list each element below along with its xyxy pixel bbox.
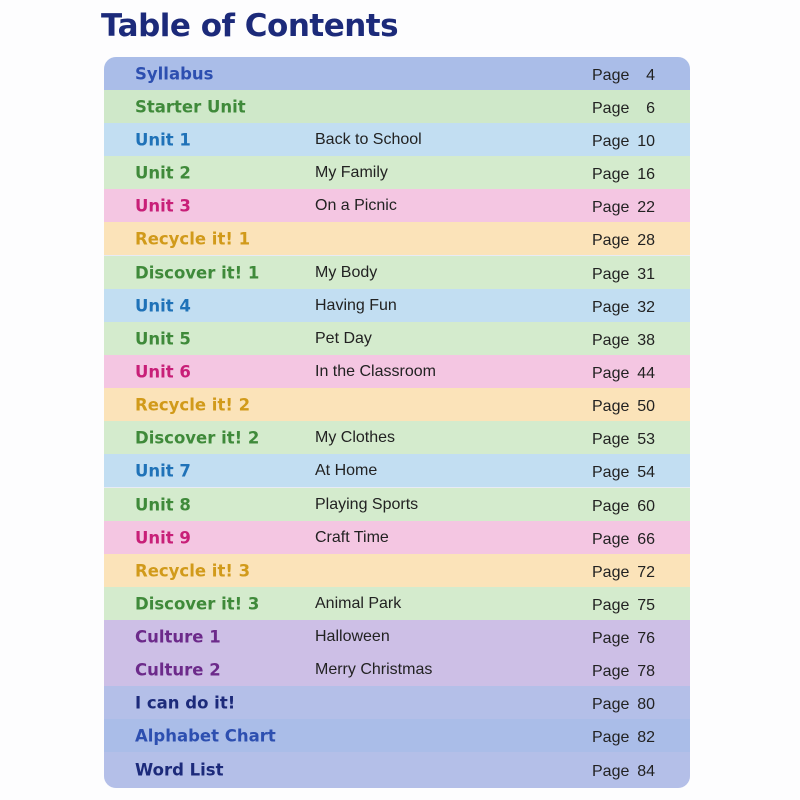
toc-row-label: Unit 7 — [135, 461, 191, 480]
toc-row-label: Discover it! 1 — [135, 263, 260, 282]
toc-row-recycle-it-2[interactable] — [104, 388, 690, 421]
toc-row-page-label: Page — [592, 99, 630, 117]
toc-row-page-label: Page — [592, 563, 630, 581]
toc-row-page-label: Page — [592, 728, 630, 746]
toc-row-page-number: 54 — [637, 463, 655, 481]
toc-row-page-number: 80 — [637, 695, 655, 713]
toc-row-label: Unit 4 — [135, 296, 191, 315]
toc-row-page-number: 31 — [637, 265, 655, 283]
toc-row-i-can-do-it[interactable] — [104, 686, 690, 719]
toc-row-unit-7[interactable] — [104, 454, 690, 487]
toc-row-unit-3[interactable] — [104, 189, 690, 222]
toc-row-topic: Craft Time — [315, 528, 389, 546]
toc-row-culture-1[interactable] — [104, 620, 690, 653]
toc-row-page-number: 66 — [637, 530, 655, 548]
toc-row-page-number: 28 — [637, 231, 655, 249]
toc-row-label: Unit 8 — [135, 495, 191, 514]
toc-row-page-number: 53 — [637, 430, 655, 448]
toc-row-unit-2[interactable] — [104, 156, 690, 189]
toc-row-page-label: Page — [592, 430, 630, 448]
toc-table — [104, 57, 690, 788]
toc-row-page-number: 10 — [637, 132, 655, 150]
toc-row-page-label: Page — [592, 265, 630, 283]
toc-row-topic: Back to School — [315, 130, 422, 148]
toc-row-unit-6[interactable] — [104, 355, 690, 388]
toc-row-page-label: Page — [592, 397, 630, 415]
toc-row-unit-9[interactable] — [104, 521, 690, 554]
toc-row-label: Starter Unit — [135, 97, 246, 116]
toc-row-page-label: Page — [592, 331, 630, 349]
toc-row-syllabus[interactable] — [104, 57, 690, 90]
toc-row-page-label: Page — [592, 198, 630, 216]
toc-row-page-number: 16 — [637, 165, 655, 183]
toc-row-page-label: Page — [592, 662, 630, 680]
toc-row-unit-5[interactable] — [104, 322, 690, 355]
toc-row-discover-it-3[interactable] — [104, 587, 690, 620]
toc-row-page-number: 76 — [637, 629, 655, 647]
toc-row-page-label: Page — [592, 463, 630, 481]
toc-row-page-number: 38 — [637, 331, 655, 349]
toc-row-page-label: Page — [592, 364, 630, 382]
toc-row-topic: Animal Park — [315, 594, 402, 612]
toc-row-starter-unit[interactable] — [104, 90, 690, 123]
toc-row-topic: My Family — [315, 163, 388, 181]
toc-row-label: Word List — [135, 760, 224, 780]
toc-row-topic: On a Picnic — [315, 196, 397, 214]
toc-row-label: Recycle it! 1 — [135, 229, 251, 248]
toc-row-word-list[interactable] — [104, 752, 690, 788]
toc-row-label: Discover it! 2 — [135, 428, 260, 447]
toc-row-topic: At Home — [315, 461, 378, 479]
toc-row-label: Unit 5 — [135, 329, 191, 348]
toc-row-topic: Merry Christmas — [315, 660, 433, 678]
toc-row-page-label: Page — [592, 132, 630, 150]
toc-row-page-label: Page — [592, 530, 630, 548]
toc-row-page-number: 84 — [637, 762, 655, 780]
toc-row-topic: My Clothes — [315, 428, 396, 446]
toc-row-page-number: 72 — [637, 563, 655, 581]
toc-row-culture-2[interactable] — [104, 653, 690, 686]
toc-row-label: Recycle it! 3 — [135, 561, 251, 580]
toc-row-recycle-it-3[interactable] — [104, 554, 690, 587]
toc-row-page-number: 82 — [637, 728, 655, 746]
toc-row-unit-4[interactable] — [104, 289, 690, 322]
toc-row-label: Unit 3 — [135, 196, 191, 215]
toc-row-page-number: 4 — [646, 66, 655, 84]
toc-row-label: I can do it! — [135, 693, 236, 712]
toc-row-discover-it-1[interactable] — [104, 256, 690, 289]
toc-row-page-number: 22 — [637, 198, 655, 216]
toc-row-page-label: Page — [592, 629, 630, 647]
toc-row-page-number: 50 — [637, 397, 655, 415]
toc-row-label: Unit 6 — [135, 362, 191, 381]
toc-row-label: Alphabet Chart — [135, 726, 276, 745]
toc-row-page-label: Page — [592, 165, 630, 183]
toc-row-page-label: Page — [592, 497, 630, 515]
toc-row-topic: Playing Sports — [315, 495, 419, 513]
toc-row-alphabet-chart[interactable] — [104, 719, 690, 752]
toc-row-label: Culture 1 — [135, 627, 221, 646]
toc-row-label: Culture 2 — [135, 660, 221, 679]
toc-row-page-label: Page — [592, 298, 630, 316]
toc-row-topic: Halloween — [315, 627, 390, 645]
toc-row-topic: In the Classroom — [315, 362, 436, 380]
toc-row-page-number: 44 — [637, 364, 655, 382]
toc-row-page-label: Page — [592, 695, 630, 713]
toc-row-topic: Pet Day — [315, 329, 372, 347]
toc-row-label: Recycle it! 2 — [135, 395, 251, 414]
toc-row-page-label: Page — [592, 762, 630, 780]
toc-row-page-number: 32 — [637, 298, 655, 316]
toc-row-discover-it-2[interactable] — [104, 421, 690, 454]
page-title: Table of Contents — [101, 8, 399, 44]
toc-row-page-number: 75 — [637, 596, 655, 614]
toc-row-page-label: Page — [592, 66, 630, 84]
toc-row-page-number: 60 — [637, 497, 655, 515]
toc-row-label: Discover it! 3 — [135, 594, 260, 613]
toc-row-topic: Having Fun — [315, 296, 397, 314]
toc-row-unit-8[interactable] — [104, 488, 690, 521]
toc-row-page-number: 6 — [646, 99, 655, 117]
toc-row-recycle-it-1[interactable] — [104, 222, 690, 255]
toc-row-page-number: 78 — [637, 662, 655, 680]
toc-row-label: Unit 1 — [135, 130, 191, 149]
toc-row-label: Syllabus — [135, 64, 214, 83]
toc-row-unit-1[interactable] — [104, 123, 690, 156]
toc-row-page-label: Page — [592, 596, 630, 614]
toc-row-page-label: Page — [592, 231, 630, 249]
toc-row-label: Unit 2 — [135, 163, 191, 182]
toc-row-topic: My Body — [315, 263, 378, 281]
toc-row-label: Unit 9 — [135, 528, 191, 547]
